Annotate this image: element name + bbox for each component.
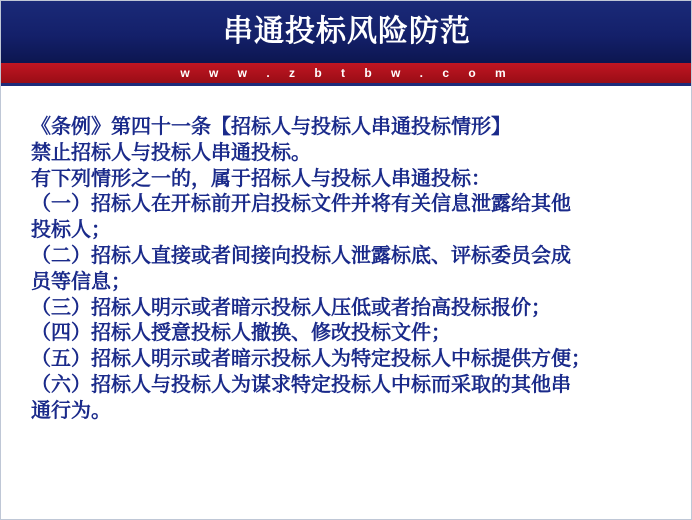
text-line: （二）招标人直接或者间接向投标人泄露标底、评标委员会成 — [31, 242, 571, 267]
text-line: 禁止招标人与投标人串通投标。 — [31, 139, 311, 164]
slide-title: 串通投标风险防范 — [223, 14, 471, 49]
text-line: （六）招标人与投标人为谋求特定投标人中标而采取的其他串 — [31, 371, 571, 396]
text-line: （三）招标人明示或者暗示投标人压低或者抬高投标报价； — [31, 294, 551, 319]
text-line: 通行为。 — [31, 397, 111, 422]
website-url: w w w . z b t b w . c o m — [180, 66, 514, 80]
text-line: （一）招标人在开标前开启投标文件并将有关信息泄露给其他 — [31, 191, 571, 216]
url-banner — [1, 63, 692, 83]
text-line: 有下列情形之一的，属于招标人与投标人串通投标： — [31, 165, 491, 190]
text-line: （五）招标人明示或者暗示投标人为特定投标人中标提供方便； — [31, 346, 591, 371]
title-banner — [1, 1, 692, 63]
text-line: 投标人； — [31, 217, 111, 242]
text-line: 《条例》第四十一条【招标人与投标人串通投标情形】 — [31, 114, 511, 138]
text-line: （四）招标人授意投标人撤换、修改投标文件； — [31, 320, 451, 345]
text-line: 员等信息； — [31, 268, 131, 293]
header-divider — [1, 83, 692, 86]
regulation-text — [31, 114, 671, 424]
